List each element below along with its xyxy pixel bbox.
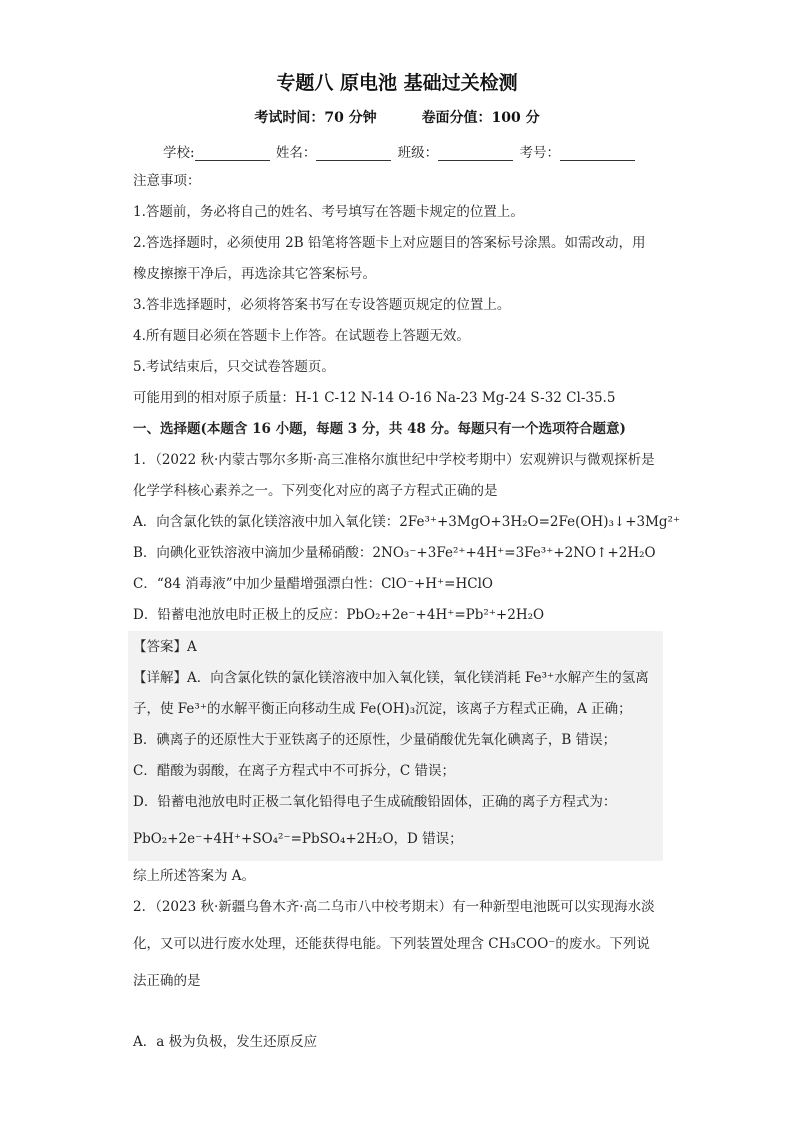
section-heading: 一、选择题(本题含 16 小题，每题 3 分，共 48 分。每题只有一个选项符合题意)	[133, 421, 626, 437]
notes-heading: 注意事项：	[133, 173, 201, 189]
q1-option-b: B．向碘化亚铁溶液中滴加少量稀硝酸：2NO₃⁻+3Fe²⁺+4H⁺=3Fe³⁺+2NO↑+2H₂O	[133, 545, 656, 561]
note-item: 橡皮擦擦干净后，再选涂其它答案标号。	[133, 266, 376, 282]
q1-explain: PbO₂+2e⁻+4H⁺+SO₄²⁻=PbSO₄+2H₂O，D 错误；	[133, 831, 463, 847]
atomic-mass-line: 可能用到的相对原子质量：H-1 C-12 N-14 O-16 Na-23 Mg-24 S-32 Cl-35.5	[133, 390, 616, 406]
q1-stem: 1．（2022 秋·内蒙古鄂尔多斯·高三准格尔旗世纪中学校考期中）宏观辨识与微观探析是	[133, 452, 655, 468]
q1-explain: D．铅蓄电池放电时正极二氧化铅得电子生成硫酸铅固体，正确的离子方程式为：	[133, 794, 617, 810]
q2-stem: 化，又可以进行废水处理，还能获得电能。下列装置处理含 CH₃COO⁻的废水。下列说	[133, 936, 650, 952]
q1-option-a: A．向含氯化铁的氯化镁溶液中加入氧化镁：2Fe³⁺+3MgO+3H₂O=2Fe(OH)₃↓+3Mg²⁺	[133, 514, 681, 530]
school-label: 学校:	[163, 145, 195, 161]
q1-option-c: C．“84 消毒液”中加少量醋增强漂白性：ClO⁻+H⁺=HClO	[133, 576, 493, 592]
note-item: 4.所有题目必须在答题卡上作答。在试题卷上答题无效。	[133, 328, 470, 344]
full-score: 卷面分值：100 分	[421, 110, 540, 126]
class-blank[interactable]	[438, 146, 513, 161]
q1-stem: 化学学科核心素养之一。下列变化对应的离子方程式正确的是	[133, 483, 498, 499]
q1-option-d: D．铅蓄电池放电时正极上的反应：PbO₂+2e⁻+4H⁺=Pb²⁺+2H₂O	[133, 607, 545, 623]
note-item: 5.考试结束后，只交试卷答题页。	[133, 359, 335, 375]
name-label: 姓名：	[275, 145, 317, 161]
q1-explain: B．碘离子的还原性大于亚铁离子的还原性，少量硝酸优先氧化碘离子，B 错误；	[133, 732, 617, 748]
note-item: 2.答选择题时，必须使用 2B 铅笔将答题卡上对应题目的答案标号涂黑。如需改动，用	[133, 235, 646, 251]
q2-stem: 2．（2023 秋·新疆乌鲁木齐·高二乌市八中校考期末）有一种新型电池既可以实现海水淡	[133, 899, 655, 915]
q1-explain: 子，使 Fe³⁺的水解平衡正向移动生成 Fe(OH)₃沉淀，该离子方程式正确，A 正确；	[133, 701, 632, 717]
class-label: 班级：	[397, 145, 439, 161]
q1-answer: 【答案】A	[133, 639, 197, 655]
exam-no-label: 考号：	[519, 145, 560, 161]
page-title: 专题八 原电池 基础过关检测	[276, 72, 518, 94]
q1-explain: C．醋酸为弱酸，在离子方程式中不可拆分，C 错误；	[133, 763, 455, 779]
note-item: 3.答非选择题时，必须将答案书写在专设答题页规定的位置上。	[133, 297, 511, 313]
exam-time: 考试时间：70 分钟	[254, 110, 377, 126]
q1-explain: 【详解】A．向含氯化铁的氯化镁溶液中加入氧化镁，氧化镁消耗 Fe³⁺水解产生的氢离	[133, 670, 649, 686]
name-blank[interactable]	[316, 146, 391, 161]
q2-stem: 法正确的是	[133, 973, 201, 989]
school-blank[interactable]	[195, 146, 270, 161]
student-info-fields	[163, 141, 637, 161]
q1-conclusion: 综上所述答案为 A。	[133, 868, 256, 884]
note-item: 1.答题前，务必将自己的姓名、考号填写在答题卡规定的位置上。	[133, 204, 524, 220]
q2-option-a: A．a 极为负极，发生还原反应	[133, 1034, 318, 1050]
exam-no-blank[interactable]	[560, 146, 635, 161]
exam-info	[0, 107, 794, 127]
